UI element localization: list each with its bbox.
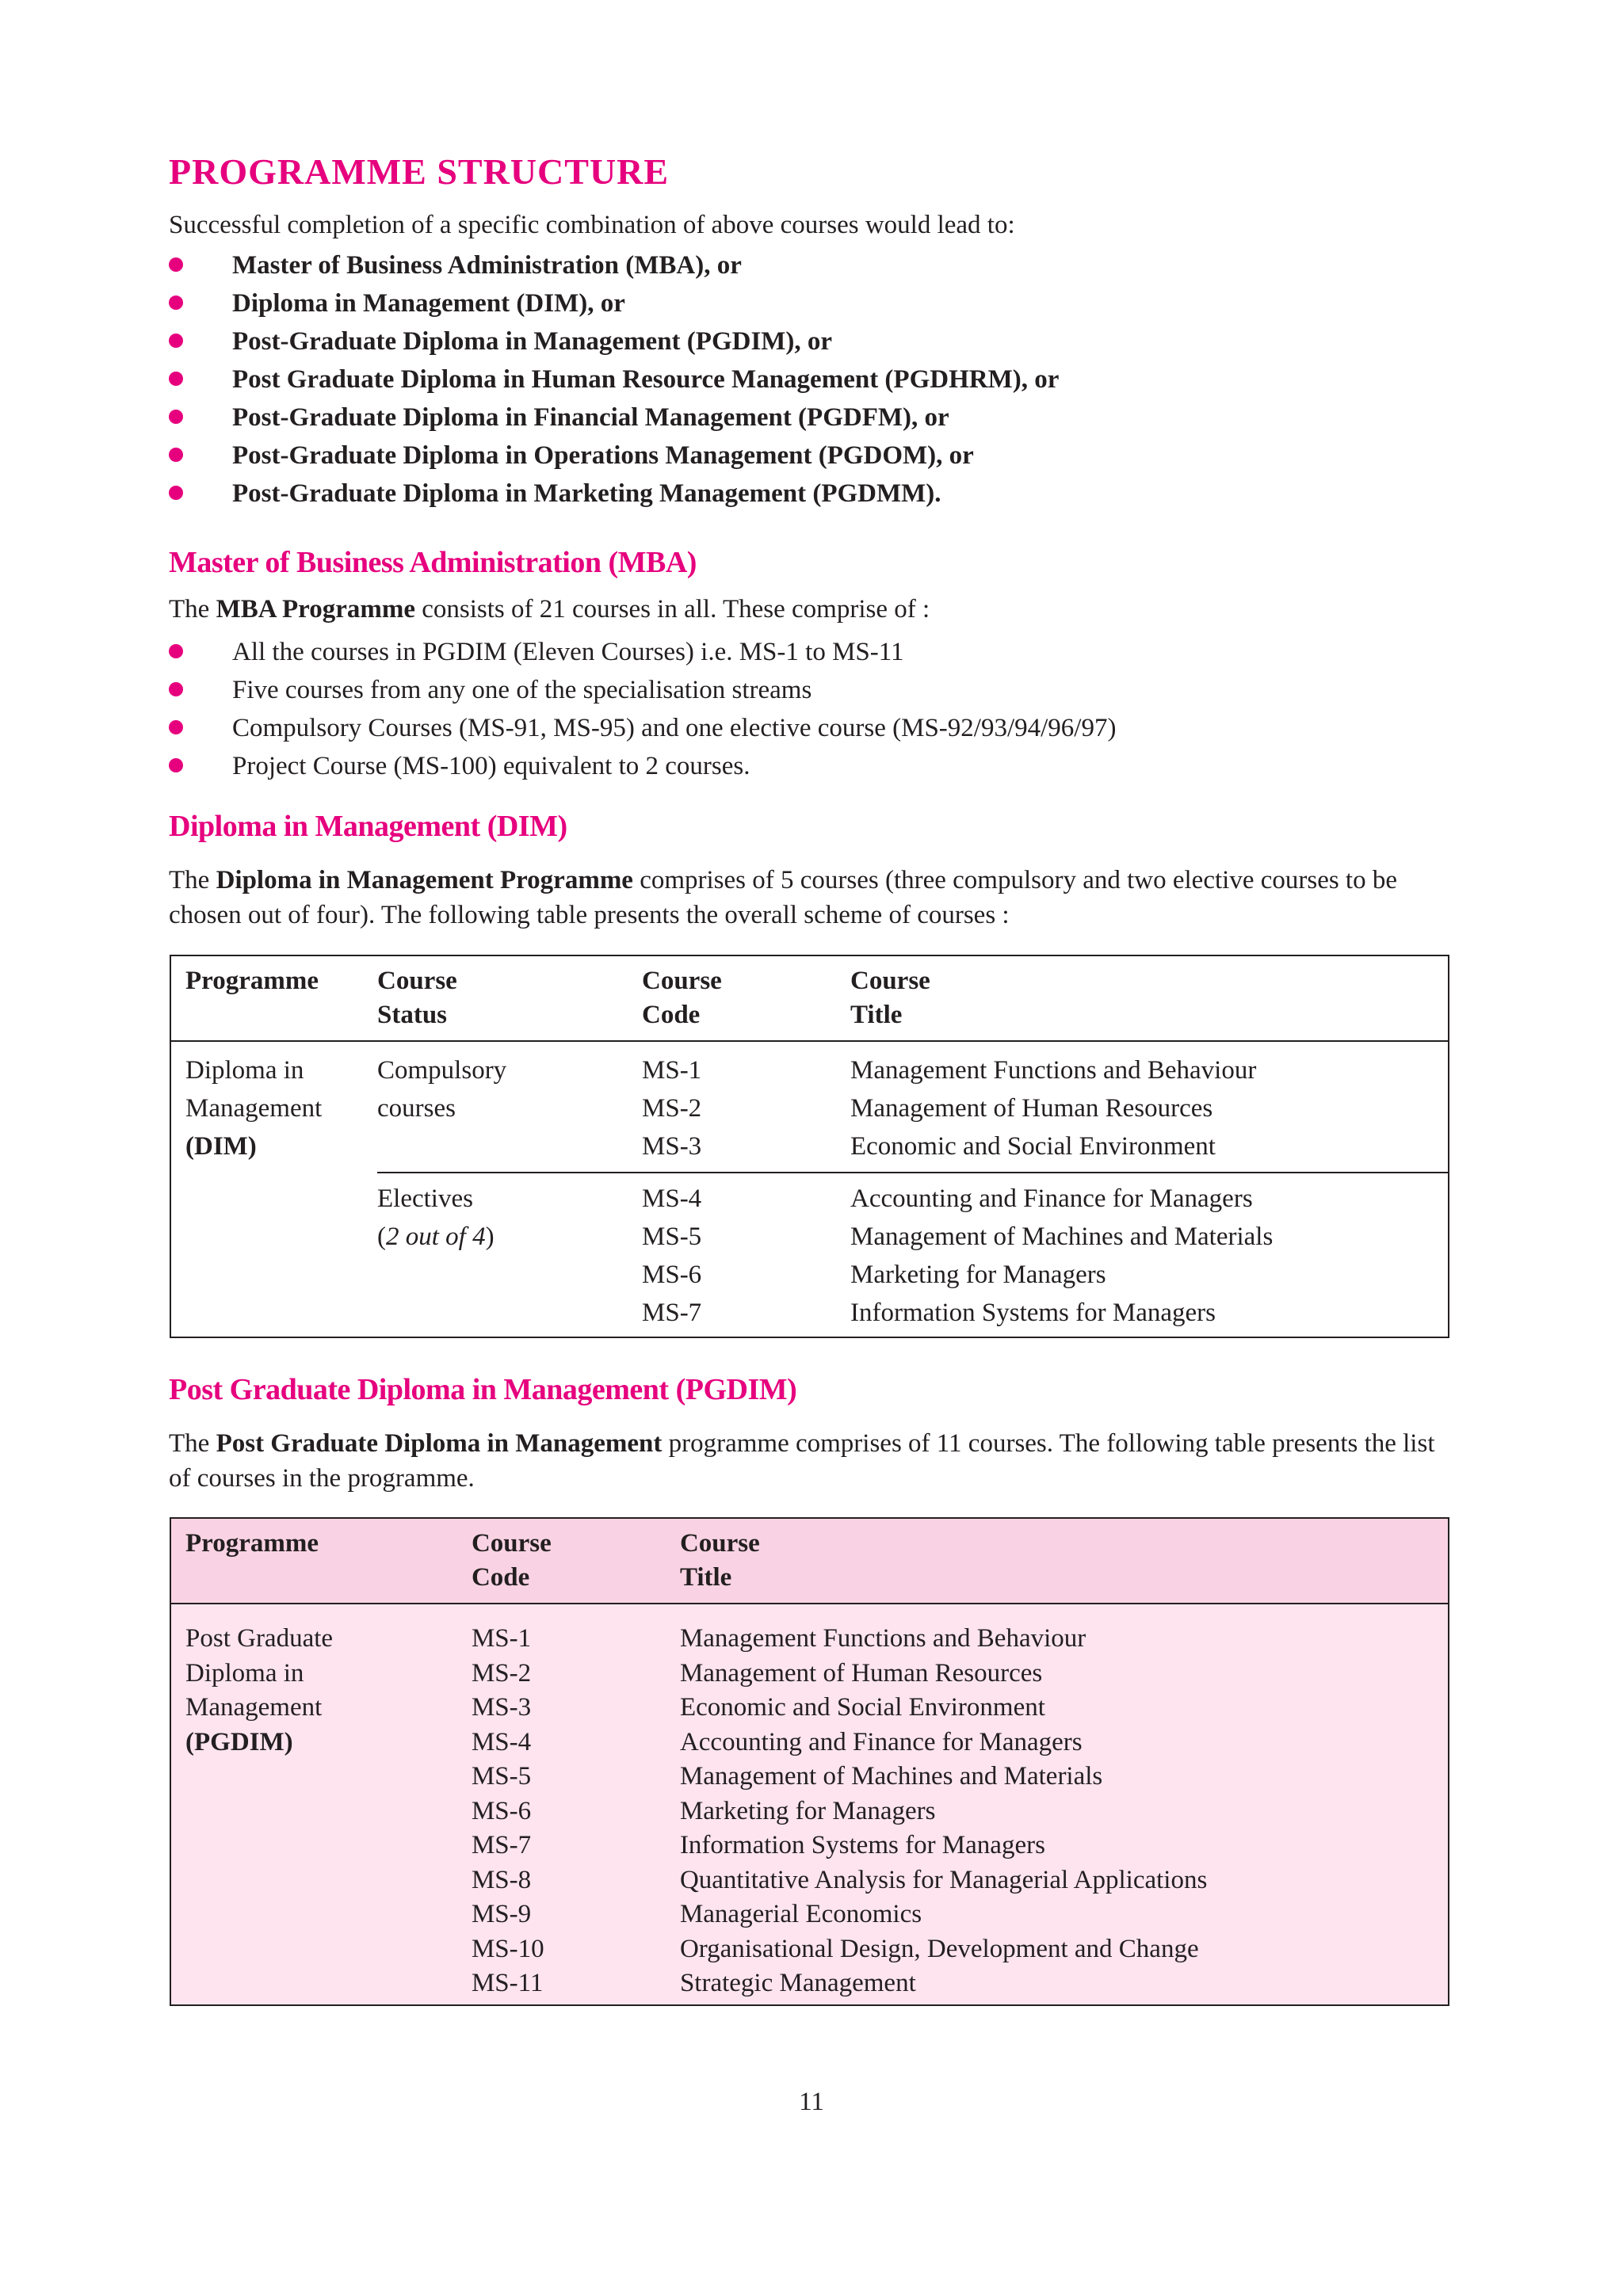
title-cell: Accounting and Finance for Managers Management of Machines and Materials Marketing for Managers Information Systems for Managers: [850, 1184, 1274, 1327]
mba-intro: The MBA Programme consists of 21 courses in all. These comprise of :: [169, 595, 930, 624]
bullet-icon: [169, 682, 183, 696]
pgdim-intro: The Post Graduate Diploma in Management programme comprises of 11 courses. The following table presents the list of courses in the programme.: [169, 1429, 1435, 1493]
pgdim-table: [170, 1517, 1449, 2006]
mba-heading: Master of Business Administration (MBA): [169, 546, 697, 579]
table-header-row: [170, 955, 1449, 1041]
page-title: PROGRAMME STRUCTURE: [169, 151, 670, 192]
bullet-icon: [169, 372, 183, 386]
bullet-icon: [169, 486, 183, 500]
table-header-row: [170, 1518, 1449, 1604]
header-course-title: Course Title: [680, 1518, 1449, 1604]
page-number: 11: [799, 2088, 824, 2116]
dim-table: [170, 955, 1449, 1338]
title-cell: Management Functions and Behaviour Management of Human Resources Economic and Social Environment: [850, 1041, 1449, 1173]
dim-intro: The Diploma in Management Programme comprises of 5 courses (three compulsory and two elective courses to be chosen out of four). The following table presents the overall scheme of courses :: [169, 866, 1397, 929]
pgdim-heading: Post Graduate Diploma in Management (PGDIM): [169, 1373, 797, 1406]
bullet-icon: [169, 758, 183, 772]
bullet-icon: [169, 296, 183, 310]
bullet-icon: [169, 410, 183, 424]
bullet-icon: [169, 448, 183, 462]
bullet-icon: [169, 644, 183, 658]
status-cell-electives: Electives (2 out of 4): [377, 1184, 495, 1251]
table-row: [170, 1041, 1449, 1173]
title-cell: Management Functions and Behaviour Management of Human Resources Economic and Social Environment Accounting and Finance for Managers Management of Machines and Materials Marketing for Managers Information Systems for Managers Quantitative Analysis for Managerial Applications Managerial Economics Organisational Design, Development and Change Strategic Management: [679, 1624, 1208, 1997]
header-course-code: Course Code: [472, 1518, 680, 1604]
bullet-icon: [169, 720, 183, 734]
programme-cell: Post Graduate Diploma in Management (PGDIM): [185, 1624, 334, 1756]
bullet-icon: [169, 257, 183, 272]
status-cell-compulsory: Compulsory courses: [377, 1041, 642, 1173]
intro-text: Successful completion of a specific combination of above courses would lead to:: [169, 211, 1015, 239]
header-programme: Programme: [170, 1518, 472, 1604]
bullet-icon: [169, 334, 183, 348]
header-programme: Programme: [170, 955, 377, 1041]
header-course-code: Course Code: [642, 955, 850, 1041]
programme-cell: Diploma in Management (DIM): [185, 1056, 323, 1161]
header-course-title: Course Title: [850, 955, 1449, 1041]
header-course-status: Course Status: [377, 955, 642, 1041]
table-row: [170, 1604, 1449, 2005]
code-cell: MS-4 MS-5 MS-6 MS-7: [642, 1184, 702, 1327]
page: PROGRAMME STRUCTURE Successful completion of a specific combination of above courses would lead to: Master of Business Administration (MBA), or Diploma in Management (DIM), or Post-Graduate Diploma in Management (PGDIM), or Post Graduate Diploma in Human Resource Management (PGDHRM), or Post-Graduate Diploma in Financial Management (PGDFM), or Post-Graduate Diploma in Operations Management (PGDOM), or Post-Graduate Diploma in Marketing Management (PGDMM). Master of Business Administration (MBA) The MBA Programme consists of 21 courses in all. These comprise of : All the courses in PGDIM (Eleven Courses) i.e. MS-1 to MS-11 Five courses from any one of the specialisation streams Compulsory Courses (MS-91, MS-95) and one elective course (MS-92/93/94/96/97) Project Course (MS-100) equivalent to 2 courses. Diploma in Management (DIM) The Diploma in Management Programme comprises of 5 courses (three compulsory and two elective courses to be chosen out of four). The following table presents the overall scheme of courses : Programme Course Status Course Code Course Title Diploma in Management (DIM) Compulsory courses MS-1 MS-2 MS-3 Management Functions and Behaviour Management of Human Resources Economic and Social Environment Electives (2 out of 4) MS-4 MS-5 MS-6 MS-7 Accounting and Finance for Managers Management of Machines and Materials Marketing for Managers Information Systems for Managers Post Graduate Diploma in Management (PGDIM) The Post Graduate Diploma in Management programme comprises of 11 courses. The following table presents the list of courses in the programme. Programme Course Code Course Title Post Graduate Diploma in Management (PGDIM) MS-1 MS-2 MS-3 MS-4 MS-5 MS-6 MS-7 MS-8 MS-9 MS-10 MS-11 Management Functions and Behaviour Management of Human Resources Economic and Social Environment Accounting and Finance for Managers Management of Machines and Materials Marketing for Managers Information Systems for Managers Quantitative Analysis for Managerial Applications Managerial Economics Organisational Design, Development and Change Strategic Management 11: [0, 0, 1623, 2296]
code-cell: MS-1 MS-2 MS-3: [642, 1041, 850, 1173]
code-cell: MS-1 MS-2 MS-3 MS-4 MS-5 MS-6 MS-7 MS-8 MS-9 MS-10 MS-11: [471, 1624, 544, 1997]
dim-heading: Diploma in Management (DIM): [169, 810, 567, 843]
